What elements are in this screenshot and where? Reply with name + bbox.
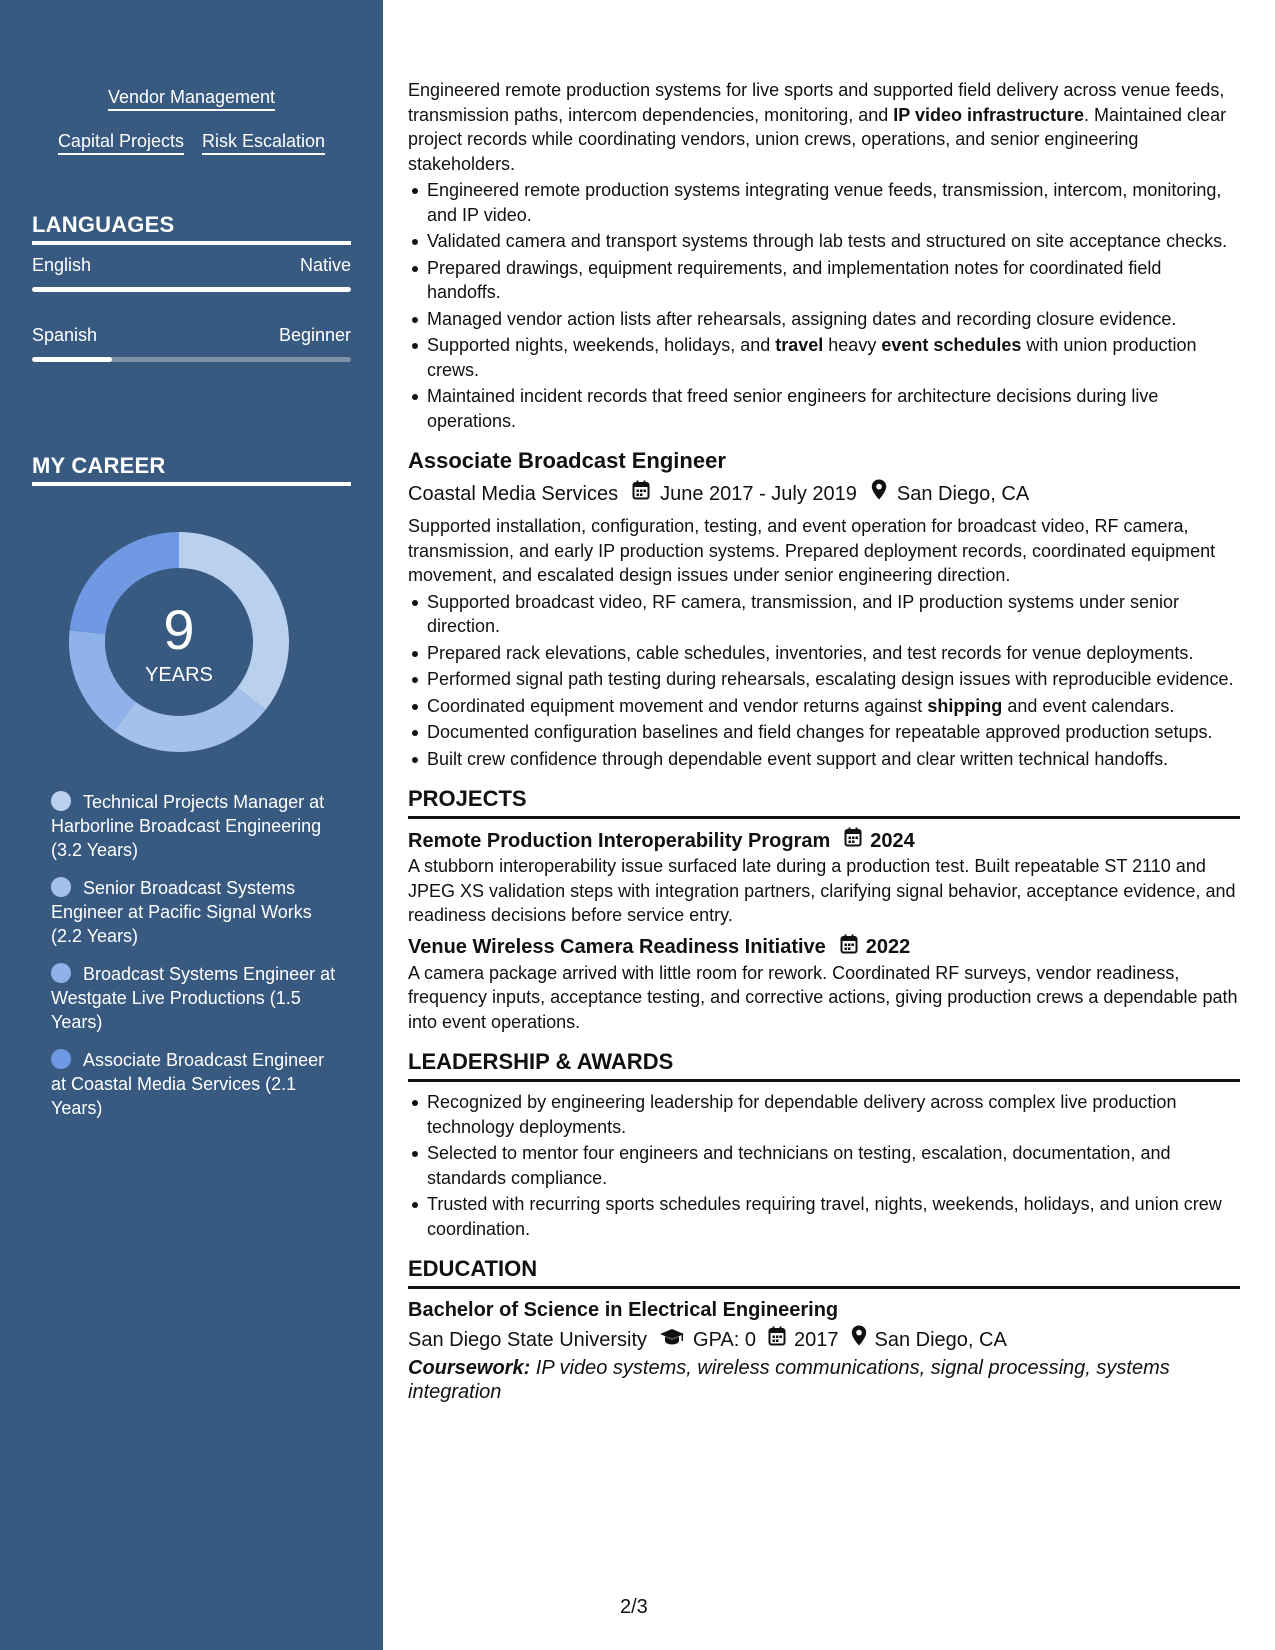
- graduation-cap-icon: [659, 1326, 685, 1354]
- job-bullets: [427, 178, 1240, 433]
- job-bullets: [427, 590, 1240, 772]
- language-proficiency-fill: [32, 357, 112, 362]
- company-name: Coastal Media Services: [408, 482, 619, 505]
- language-name: Spanish: [32, 325, 98, 345]
- skills-row: [0, 86, 383, 111]
- school-name: San Diego State University: [408, 1328, 648, 1351]
- job-title: Associate Broadcast Engineer: [408, 448, 726, 473]
- education-heading: EDUCATION: [408, 1255, 1240, 1289]
- list-item: Documented configuration baselines and field changes for repeatable approved production setups.: [427, 720, 1240, 745]
- career-legend-item: [51, 1048, 341, 1120]
- coursework: Coursework: IP video systems, wireless communications, signal processing, systems integration: [408, 1357, 1170, 1403]
- list-item: Prepared drawings, equipment requirements, and implementation notes for coordinated field handoffs.: [427, 256, 1240, 305]
- list-item: Prepared rack elevations, cable schedules, inventories, and test records for venue deployments.: [427, 641, 1240, 666]
- career-legend-item: [51, 962, 341, 1034]
- degree-title: Bachelor of Science in Electrical Engineering: [408, 1299, 839, 1321]
- project-title: Venue Wireless Camera Readiness Initiative: [408, 936, 826, 958]
- career-legend-text: Senior Broadcast Systems Engineer at Pacific Signal Works (2.2 Years): [51, 878, 312, 946]
- list-item: Supported broadcast video, RF camera, transmission, and IP production systems under senior direction.: [427, 590, 1240, 639]
- map-pin-icon: [871, 479, 887, 508]
- sidebar: [0, 0, 383, 1650]
- language-proficiency-bar: [32, 357, 351, 362]
- job-meta: [408, 479, 1240, 508]
- languages-heading: LANGUAGES: [32, 212, 351, 245]
- calendar-icon: [768, 1326, 786, 1354]
- list-item: Performed signal path testing during rehearsals, escalating design issues with reproducible evidence.: [427, 667, 1240, 692]
- project-entry: [408, 934, 1240, 1035]
- career-total-years: 9: [163, 598, 195, 661]
- career-legend-text: Technical Projects Manager at Harborline Broadcast Engineering (3.2 Years): [51, 792, 325, 860]
- project-year: 2024: [870, 829, 915, 852]
- legend-dot-icon: [51, 791, 71, 811]
- list-item: Supported nights, weekends, holidays, and travel heavy event schedules with union production crews.: [427, 333, 1240, 382]
- list-item: Managed vendor action lists after rehearsals, assigning dates and recording closure evidence.: [427, 307, 1240, 332]
- project-description: A stubborn interoperability issue surfaced late during a production test. Built repeatable ST 2110 and JPEG XS validation steps with integration partners, clarifying signal behavior, acceptance evidence, and readiness decisions before service entry.: [408, 856, 1236, 925]
- project-description: A camera package arrived with little room for rework. Coordinated RF surveys, vendor readiness, frequency inputs, acceptance testing, and corrective actions, giving production crews a dependable path into event operations.: [408, 962, 1238, 1032]
- list-item: Engineered remote production systems integrating venue feeds, transmission, intercom, monitoring, and IP video.: [427, 178, 1240, 227]
- career-donut-chart: [67, 530, 291, 754]
- job-location: San Diego, CA: [896, 482, 1030, 505]
- list-item: Recognized by engineering leadership for dependable delivery across complex live production technology deployments.: [427, 1090, 1240, 1139]
- skill-tag: Capital Projects: [58, 130, 184, 155]
- legend-dot-icon: [51, 1049, 71, 1069]
- language-spanish: [32, 324, 351, 362]
- language-english: [32, 254, 351, 292]
- skill-tag: Vendor Management: [108, 86, 275, 111]
- career-legend: [51, 790, 341, 1134]
- project-title: Remote Production Interoperability Program: [408, 829, 831, 852]
- skill-tag: Risk Escalation: [202, 130, 325, 155]
- legend-dot-icon: [51, 877, 71, 897]
- calendar-icon: [632, 480, 650, 508]
- main-content: [408, 78, 1240, 1404]
- graduation-year: 2017: [794, 1328, 839, 1351]
- language-name: English: [32, 255, 92, 275]
- career-legend-item: [51, 790, 341, 862]
- career-legend-text: Associate Broadcast Engineer at Coastal Media Services (2.1 Years): [51, 1050, 325, 1118]
- career-years-label: YEARS: [145, 664, 213, 686]
- language-level: Native: [299, 255, 351, 275]
- language-level: Beginner: [278, 325, 351, 345]
- list-item: Maintained incident records that freed senior engineers for architecture decisions during live operations.: [427, 384, 1240, 433]
- legend-dot-icon: [51, 963, 71, 983]
- list-item: Validated camera and transport systems through lab tests and structured on site acceptance checks.: [427, 229, 1240, 254]
- project-entry: [408, 827, 1240, 928]
- job-summary: Engineered remote production systems for live sports and supported field delivery across venue feeds, transmission paths, intercom dependencies, monitoring, and IP video infrastructure. Maintained clear project records while coordinating vendors, union crews, operations, and senior engineering stakeholders.: [408, 80, 1227, 174]
- list-item: Coordinated equipment movement and vendor returns against shipping and event calendars.: [427, 694, 1240, 719]
- school-location: San Diego, CA: [874, 1328, 1007, 1351]
- job-dates: June 2017 - July 2019: [660, 482, 857, 505]
- skills-row: [0, 130, 383, 155]
- language-proficiency-bar: [32, 287, 351, 292]
- project-year: 2022: [865, 936, 911, 958]
- projects-heading: PROJECTS: [408, 785, 1240, 819]
- career-legend-text: Broadcast Systems Engineer at Westgate Live Productions (1.5 Years): [51, 964, 336, 1032]
- gpa: GPA: 0: [693, 1328, 757, 1351]
- education-meta: [408, 1325, 1240, 1354]
- career-legend-item: [51, 876, 341, 948]
- calendar-icon: [840, 934, 858, 961]
- list-item: Built crew confidence through dependable event support and clear written technical handoffs.: [427, 747, 1240, 772]
- skills-tags: [0, 86, 383, 174]
- map-pin-icon: [851, 1325, 867, 1354]
- calendar-icon: [844, 827, 862, 854]
- leadership-heading: LEADERSHIP & AWARDS: [408, 1048, 1240, 1082]
- leadership-list: [427, 1090, 1240, 1241]
- list-item: Selected to mentor four engineers and technicians on testing, escalation, documentation, and standards compliance.: [427, 1141, 1240, 1190]
- job-summary: Supported installation, configuration, testing, and event operation for broadcast video, RF camera, transmission, and early IP production systems. Prepared deployment records, coordinated equipment movement, and escalated design issues under senior engineering direction.: [408, 516, 1216, 585]
- page-number: 2/3: [620, 1596, 648, 1618]
- language-proficiency-fill: [32, 287, 351, 292]
- career-heading: MY CAREER: [32, 453, 351, 486]
- list-item: Trusted with recurring sports schedules requiring travel, nights, weekends, holidays, and union crew coordination.: [427, 1192, 1240, 1241]
